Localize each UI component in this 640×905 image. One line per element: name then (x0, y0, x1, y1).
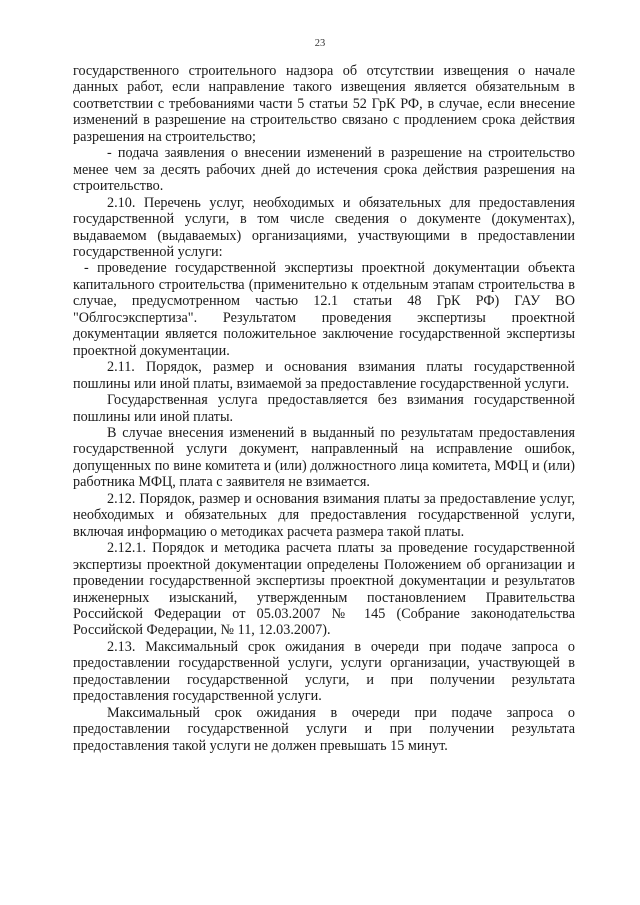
paragraph-section-2-12: 2.12. Порядок, размер и основания взимания платы за предоставление услуг, необходимых и обязательных для предоставления государственной услуги, включая информацию о методиках расчета размера такой платы. (73, 490, 575, 540)
paragraph-error-correction: В случае внесения изменений в выданный по результатам предоставления государственной услуги документ, направленный на исправление ошибок, допущенных по вине комитета и (или) должностного лица комитета, МФЦ и (или) работника МФЦ, плата с заявителя не взимается. (73, 424, 575, 491)
paragraph-construction-supervision: государственного строительного надзора об отсутствии извещения о начале данных работ, если направление такого извещения является обязательным в соответствии с требованиями части 5 статьи 52 ГрК РФ, в случае, если внесение изменений в разрешение на строительство связано с продлением срока действия разрешения на строительство; (73, 63, 575, 145)
page-number: 23 (314, 38, 326, 49)
paragraph-state-expertise: - проведение государственной экспертизы проектной документации объекта капитального строительства (применительно к отдельным этапам строительства в случае, предусмотренном частью 12.1 статьи 48 ГрК РФ) ГАУ ВО "Облгосэкспертиза". Результатом проведения экспертизы проектной документации является положительное заключение государственной экспертизы проектной документации. (73, 260, 575, 359)
paragraph-section-2-12-1: 2.12.1. Порядок и методика расчета платы за проведение государственной экспертизы проектной документации определены Положением об организации и проведении государственной экспертизы проектной документации и результатов инженерных изысканий, утвержденным постановлением Правительства Российской Федерации от 05.03.2007 № 145 (Собрание законодательства Российской Федерации, № 11, 12.03.2007). (73, 540, 575, 639)
paragraph-section-2-11: 2.11. Порядок, размер и основания взимания платы государственной пошлины или иной платы, взимаемой за предоставление государственной услуги. (73, 359, 575, 392)
paragraph-section-2-10: 2.10. Перечень услуг, необходимых и обязательных для предоставления государственной услуги, в том числе сведения о документе (документах), выдаваемом (выдаваемых) организациями, участвующими в предоставлении государственной услуги: (73, 194, 575, 260)
paragraph-application-deadline: - подача заявления о внесении изменений в разрешение на строительство менее чем за десять рабочих дней до истечения срока действия разрешения на строительство. (73, 145, 575, 195)
paragraph-max-wait-time: Максимальный срок ожидания в очереди при подаче запроса о предоставлении государственной услуги и при получении результата предоставления такой услуги не должен превышать 15 минут. (73, 704, 575, 754)
paragraph-no-fee: Государственная услуга предоставляется без взимания государственной пошлины или иной платы. (73, 392, 575, 425)
paragraph-section-2-13: 2.13. Максимальный срок ожидания в очереди при подаче запроса о предоставлении государственной услуги, услуги организации, участвующей в предоставлении государственной услуги, и при получении результата предоставления государственной услуги. (73, 638, 575, 705)
document-body (73, 63, 575, 754)
